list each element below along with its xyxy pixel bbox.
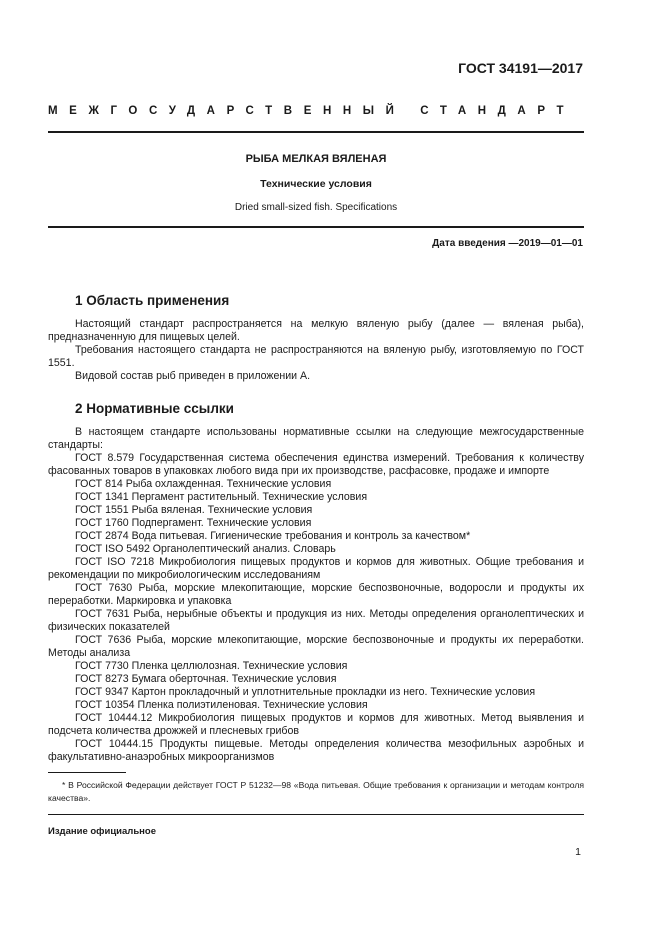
reference-item: ГОСТ 10444.15 Продукты пищевые. Методы определения количества мезофильных аэробных и факультативно-анаэробных микроорганизмов — [48, 738, 584, 763]
page-number: 1 — [575, 846, 581, 858]
footnote-rule — [48, 772, 126, 773]
document-subtitle: Технические условия — [260, 178, 372, 190]
reference-item: ГОСТ 8273 Бумага оберточная. Технические условия — [75, 673, 337, 685]
reference-item: ГОСТ 1760 Подпергамент. Технические условия — [75, 517, 312, 529]
paragraph: Видовой состав рыб приведен в приложении А. — [75, 370, 311, 382]
title-rule — [48, 226, 584, 228]
reference-item: ГОСТ 1551 Рыба вяленая. Технические условия — [75, 504, 313, 516]
reference-item: ГОСТ ISO 5492 Органолептический анализ. Словарь — [75, 543, 336, 555]
section-heading-scope: 1 Область применения — [75, 293, 230, 308]
footnote-text: * В Российской Федерации действует ГОСТ Р 51232—98 «Вода питьевая. Общие требования к организации и методам контроля качества». — [48, 780, 584, 803]
english-title: Dried small-sized fish. Specifications — [234, 202, 398, 213]
document-title: РЫБА МЕЛКАЯ ВЯЛЕНАЯ — [245, 153, 387, 165]
footnote — [48, 779, 584, 805]
footer-rule — [48, 814, 584, 815]
reference-item: ГОСТ 2874 Вода питьевая. Гигиенические требования и контроль за качеством* — [75, 530, 471, 542]
reference-item: ГОСТ 7730 Пленка целлюлозная. Технические условия — [75, 660, 348, 672]
reference-item: ГОСТ 7631 Рыба, нерыбные объекты и продукция из них. Методы определения органолептических и физических показателей — [48, 608, 584, 633]
paragraph: В настоящем стандарте использованы нормативные ссылки на следующие межгосударственные стандарты: — [48, 426, 584, 451]
reference-item: ГОСТ 9347 Картон прокладочный и уплотнительные прокладки из него. Технические условия — [75, 686, 536, 698]
section-references-body — [48, 426, 584, 764]
introduction-date: Дата введения —2019—01—01 — [432, 238, 583, 249]
header-rule — [48, 131, 584, 133]
document-number: ГОСТ 34191—2017 — [458, 60, 583, 76]
reference-item: ГОСТ ISO 7218 Микробиология пищевых продуктов и кормов для животных. Общие требования и рекомендации по микробиологическим исследованиям — [48, 556, 584, 581]
section-heading-references: 2 Нормативные ссылки — [75, 401, 234, 416]
reference-item: ГОСТ 814 Рыба охлажденная. Технические условия — [75, 478, 332, 490]
reference-item: ГОСТ 10354 Пленка полиэтиленовая. Технические условия — [75, 699, 368, 711]
reference-item: ГОСТ 10444.12 Микробиология пищевых продуктов и кормов для животных. Метод выявления и подсчета количества дрожжей и плесневых грибов — [48, 712, 584, 737]
reference-item: ГОСТ 1341 Пергамент растительный. Технические условия — [75, 491, 368, 503]
official-edition-label: Издание официальное — [48, 826, 156, 837]
paragraph: Требования настоящего стандарта не распространяются на вяленую рыбу, изготовляемую по ГОСТ 1551. — [48, 344, 584, 369]
interstate-standard-label: МЕЖГОСУДАРСТВЕННЫЙ СТАНДАРТ — [48, 105, 576, 117]
reference-item: ГОСТ 7636 Рыба, морские млекопитающие, морские беспозвоночные и продукты их переработки. Методы анализа — [48, 634, 584, 659]
reference-item: ГОСТ 8.579 Государственная система обеспечения единства измерений. Требования к количеству фасованных товаров в упаковках любого вида при их производстве, расфасовке, продаже и импорте — [48, 452, 584, 477]
reference-item: ГОСТ 7630 Рыба, морские млекопитающие, морские беспозвоночные, водоросли и продукты их переработки. Маркировка и упаковка — [48, 582, 584, 607]
section-scope-body — [48, 318, 584, 383]
paragraph: Настоящий стандарт распространяется на мелкую вяленую рыбу (далее — вяленая рыба), предназначенную для пищевых целей. — [48, 318, 584, 343]
